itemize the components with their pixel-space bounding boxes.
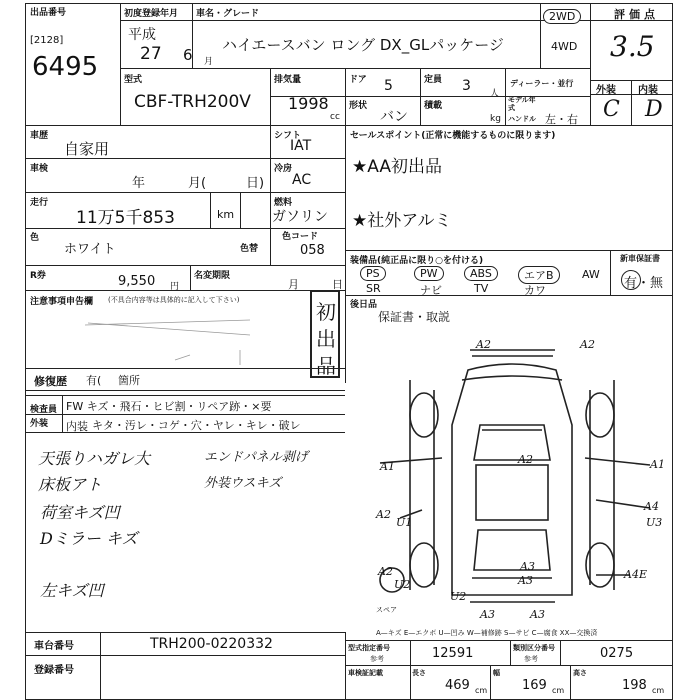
dims-label: 車検証記載 <box>348 669 383 677</box>
name-change-label: 名変期限 <box>194 271 231 281</box>
model-name: ハイエースバン ロング DX_GLパッケージ <box>222 36 504 54</box>
displacement-unit: cc <box>330 112 340 122</box>
warranty-circle <box>621 270 641 290</box>
stamp-char-2: 出 <box>316 327 336 351</box>
recycle-label: R券 <box>30 271 46 281</box>
inspector-ext-label: 外装 <box>30 419 49 429</box>
ac-value: AC <box>292 172 312 188</box>
height-value: 198 <box>622 678 647 693</box>
inspector-label: 検査員 <box>30 405 58 415</box>
spec-no-label: 型式指定番号 <box>348 644 390 652</box>
mark-right-u3: U3 <box>646 516 663 529</box>
displacement-label: 排気量 <box>274 75 302 85</box>
equip-airbag: エアB <box>518 266 560 284</box>
model-label: 車名・グレード <box>196 9 260 19</box>
inspection-month: 月( <box>188 176 207 191</box>
registration-label: 登録番号 <box>34 665 74 676</box>
name-change-day: 日 <box>332 278 343 291</box>
shape-value: バン <box>380 109 408 125</box>
selling-label: セールスポイント(正常に機能するものに限ります) <box>350 131 556 141</box>
mark-right-a4: A4 <box>644 500 659 513</box>
spare-label: スペア <box>376 606 397 614</box>
history-label: 車歴 <box>30 131 49 141</box>
type-value: CBF-TRH200V <box>134 92 251 112</box>
mark-hood: A2 <box>518 453 533 466</box>
chassis-value: TRH200-0220332 <box>150 636 273 652</box>
mark-front-left: A2 <box>476 338 491 351</box>
inspection-label: 車検 <box>30 164 49 174</box>
documents-value: 保証書・取説 <box>378 310 451 324</box>
equip-leather: カワ <box>524 284 546 297</box>
mark-rear-center: A3 <box>480 608 495 620</box>
width-label: 幅 <box>493 669 500 677</box>
reg-year: 27 <box>140 44 162 64</box>
damage-legend: A—キズ E—エクボ U—凹み W—補修跡 S—サビ C—腐食 XX—交換済 <box>376 629 598 637</box>
mark-left-u1: U1 <box>396 516 413 529</box>
ext-grade: C <box>603 97 620 122</box>
height-label: 高さ <box>573 669 587 677</box>
mark-front-right: A2 <box>580 338 595 351</box>
color-label: 色 <box>30 233 40 243</box>
dealer-label: ディーラー・並行 <box>510 79 574 88</box>
fuel-label: 燃料 <box>274 198 293 208</box>
class-no-value: 0275 <box>600 646 634 661</box>
color-code: 058 <box>300 243 325 258</box>
mark-right-rear: A4E <box>624 568 647 581</box>
vehicle-damage-map <box>350 330 672 620</box>
capacity-unit: 人 <box>490 89 500 99</box>
equip-navi: ナビ <box>420 284 442 297</box>
lot-label: 出品番号 <box>30 8 67 18</box>
fuel-value: ガソリン <box>272 209 328 225</box>
remark-2: 床板アト <box>38 475 103 494</box>
reg-label: 初度登録年月 <box>124 9 179 19</box>
int-grade: D <box>645 97 663 122</box>
equip-ps: PS <box>360 266 386 281</box>
repair-label: 修復歴 <box>34 375 67 388</box>
equip-aw: AW <box>582 268 600 281</box>
inspector-int-items: キタ・汚レ・コゲ・穴・ヤレ・キレ・破レ <box>92 419 301 432</box>
type-label: 型式 <box>124 75 143 85</box>
shift-value: IAT <box>290 138 312 154</box>
mark-left-mid: A2 <box>376 508 391 521</box>
reg-month-unit: 月 <box>204 57 214 67</box>
capacity-value: 3 <box>462 78 471 94</box>
stamp-char-1: 初 <box>316 300 336 324</box>
mileage-value: 11万5千853 <box>76 208 175 228</box>
shape-label: 形状 <box>349 101 368 111</box>
spec-no-sub: 参考 <box>370 655 384 663</box>
mark-right-front: A1 <box>650 458 665 471</box>
doors-value: 5 <box>384 78 393 94</box>
repair-value: 有( <box>86 374 102 387</box>
equip-tv: TV <box>474 282 489 295</box>
notes-sub: (不具合内容等は具体的に記入して下さい) <box>108 296 240 304</box>
score-value: 3.5 <box>610 30 655 63</box>
color-change-label: 色替 <box>240 244 259 254</box>
ext-grade-label: 外装 <box>596 85 616 96</box>
length-value: 469 <box>445 678 470 693</box>
inspector-int-label: 内装 <box>66 420 88 433</box>
remark-right-1: エンドパネル剥げ <box>204 450 308 465</box>
history-value: 自家用 <box>64 140 110 158</box>
mark-rear-right: A3 <box>530 608 545 620</box>
length-unit: cm <box>475 686 488 695</box>
equip-sr: SR <box>366 282 381 295</box>
score-label: 評価点 <box>614 8 659 21</box>
reg-era: 平成 <box>128 27 156 43</box>
model-year-label: モデル年式 <box>508 96 536 112</box>
equip-abs: ABS <box>464 266 498 281</box>
drive-2wd: 2WD <box>543 9 581 24</box>
shift-label: シフト <box>274 131 302 141</box>
mark-left-rear-u2: U2 <box>394 578 411 591</box>
load-unit: kg <box>490 114 501 124</box>
color-code-label: 色コード <box>282 232 319 242</box>
mark-left-front: A1 <box>380 460 395 473</box>
inspector-ext-items: FW キズ・飛石・ヒビ割・リペア跡・×要 <box>66 400 272 413</box>
remark-1: 天張りハガレ大 <box>38 449 151 468</box>
equip-pw: PW <box>414 266 444 281</box>
warranty-label: 新車保証書 <box>620 254 660 263</box>
warranty-value: 有・無 <box>624 276 664 291</box>
ac-label: 冷房 <box>274 164 293 174</box>
name-change-month: 月 <box>288 278 299 291</box>
handle-value: 左・右 <box>545 113 578 126</box>
width-value: 169 <box>522 678 547 693</box>
repair-suffix: 箇所 <box>118 374 140 387</box>
handle-label: ハンドル <box>508 115 536 123</box>
inspection-year: 年 <box>132 176 146 191</box>
notes-label: 注意事項申告欄 <box>30 297 94 307</box>
documents-label: 後日品 <box>350 300 378 310</box>
lot-number: 6495 <box>32 52 99 82</box>
length-label: 長さ <box>412 669 426 677</box>
recycle-unit: 円 <box>170 282 180 292</box>
body-outline-top <box>452 364 572 595</box>
selling-point-1: ★AA初出品 <box>352 157 442 177</box>
stamp-char-3: 品 <box>316 354 336 378</box>
color-value: ホワイト <box>64 242 116 257</box>
height-unit: cm <box>652 686 665 695</box>
width-unit: cm <box>552 686 565 695</box>
chassis-label: 車台番号 <box>34 641 74 652</box>
spec-no-value: 12591 <box>432 646 474 661</box>
int-grade-label: 内装 <box>638 85 658 96</box>
recycle-value: 9,550 <box>118 274 156 289</box>
inspection-day: 日) <box>246 176 265 191</box>
class-no-sub: 参考 <box>524 655 538 663</box>
remark-3: 荷室キズ凹 <box>40 503 120 522</box>
load-label: 積載 <box>424 101 443 111</box>
class-no-label: 類別区分番号 <box>513 644 555 652</box>
notes-doodle <box>80 305 320 385</box>
displacement-value: 1998 <box>288 94 329 113</box>
mileage-unit: km <box>217 208 235 221</box>
selling-point-2: ★社外アルミ <box>352 211 452 231</box>
mileage-label: 走行 <box>30 198 49 208</box>
mark-rear-mid-2: A3 <box>518 574 533 587</box>
doors-label: ドア <box>349 75 367 85</box>
capacity-label: 定員 <box>424 75 443 85</box>
remark-5: 左キズ凹 <box>40 581 104 600</box>
reg-month: 6 <box>183 46 193 64</box>
lot-code: [2128] <box>30 35 64 46</box>
remark-4: Dミラー キズ <box>40 529 138 548</box>
mark-rear-mid-1: A3 <box>520 560 535 573</box>
remark-right-2: 外装ウスキズ <box>204 476 282 491</box>
drive-4wd: 4WD <box>551 40 578 53</box>
mark-left-rear: A2 <box>378 565 393 578</box>
mark-rear-left: U2 <box>450 590 467 603</box>
equipment-label: 装備品(純正品に限り○を付ける) <box>350 256 484 266</box>
